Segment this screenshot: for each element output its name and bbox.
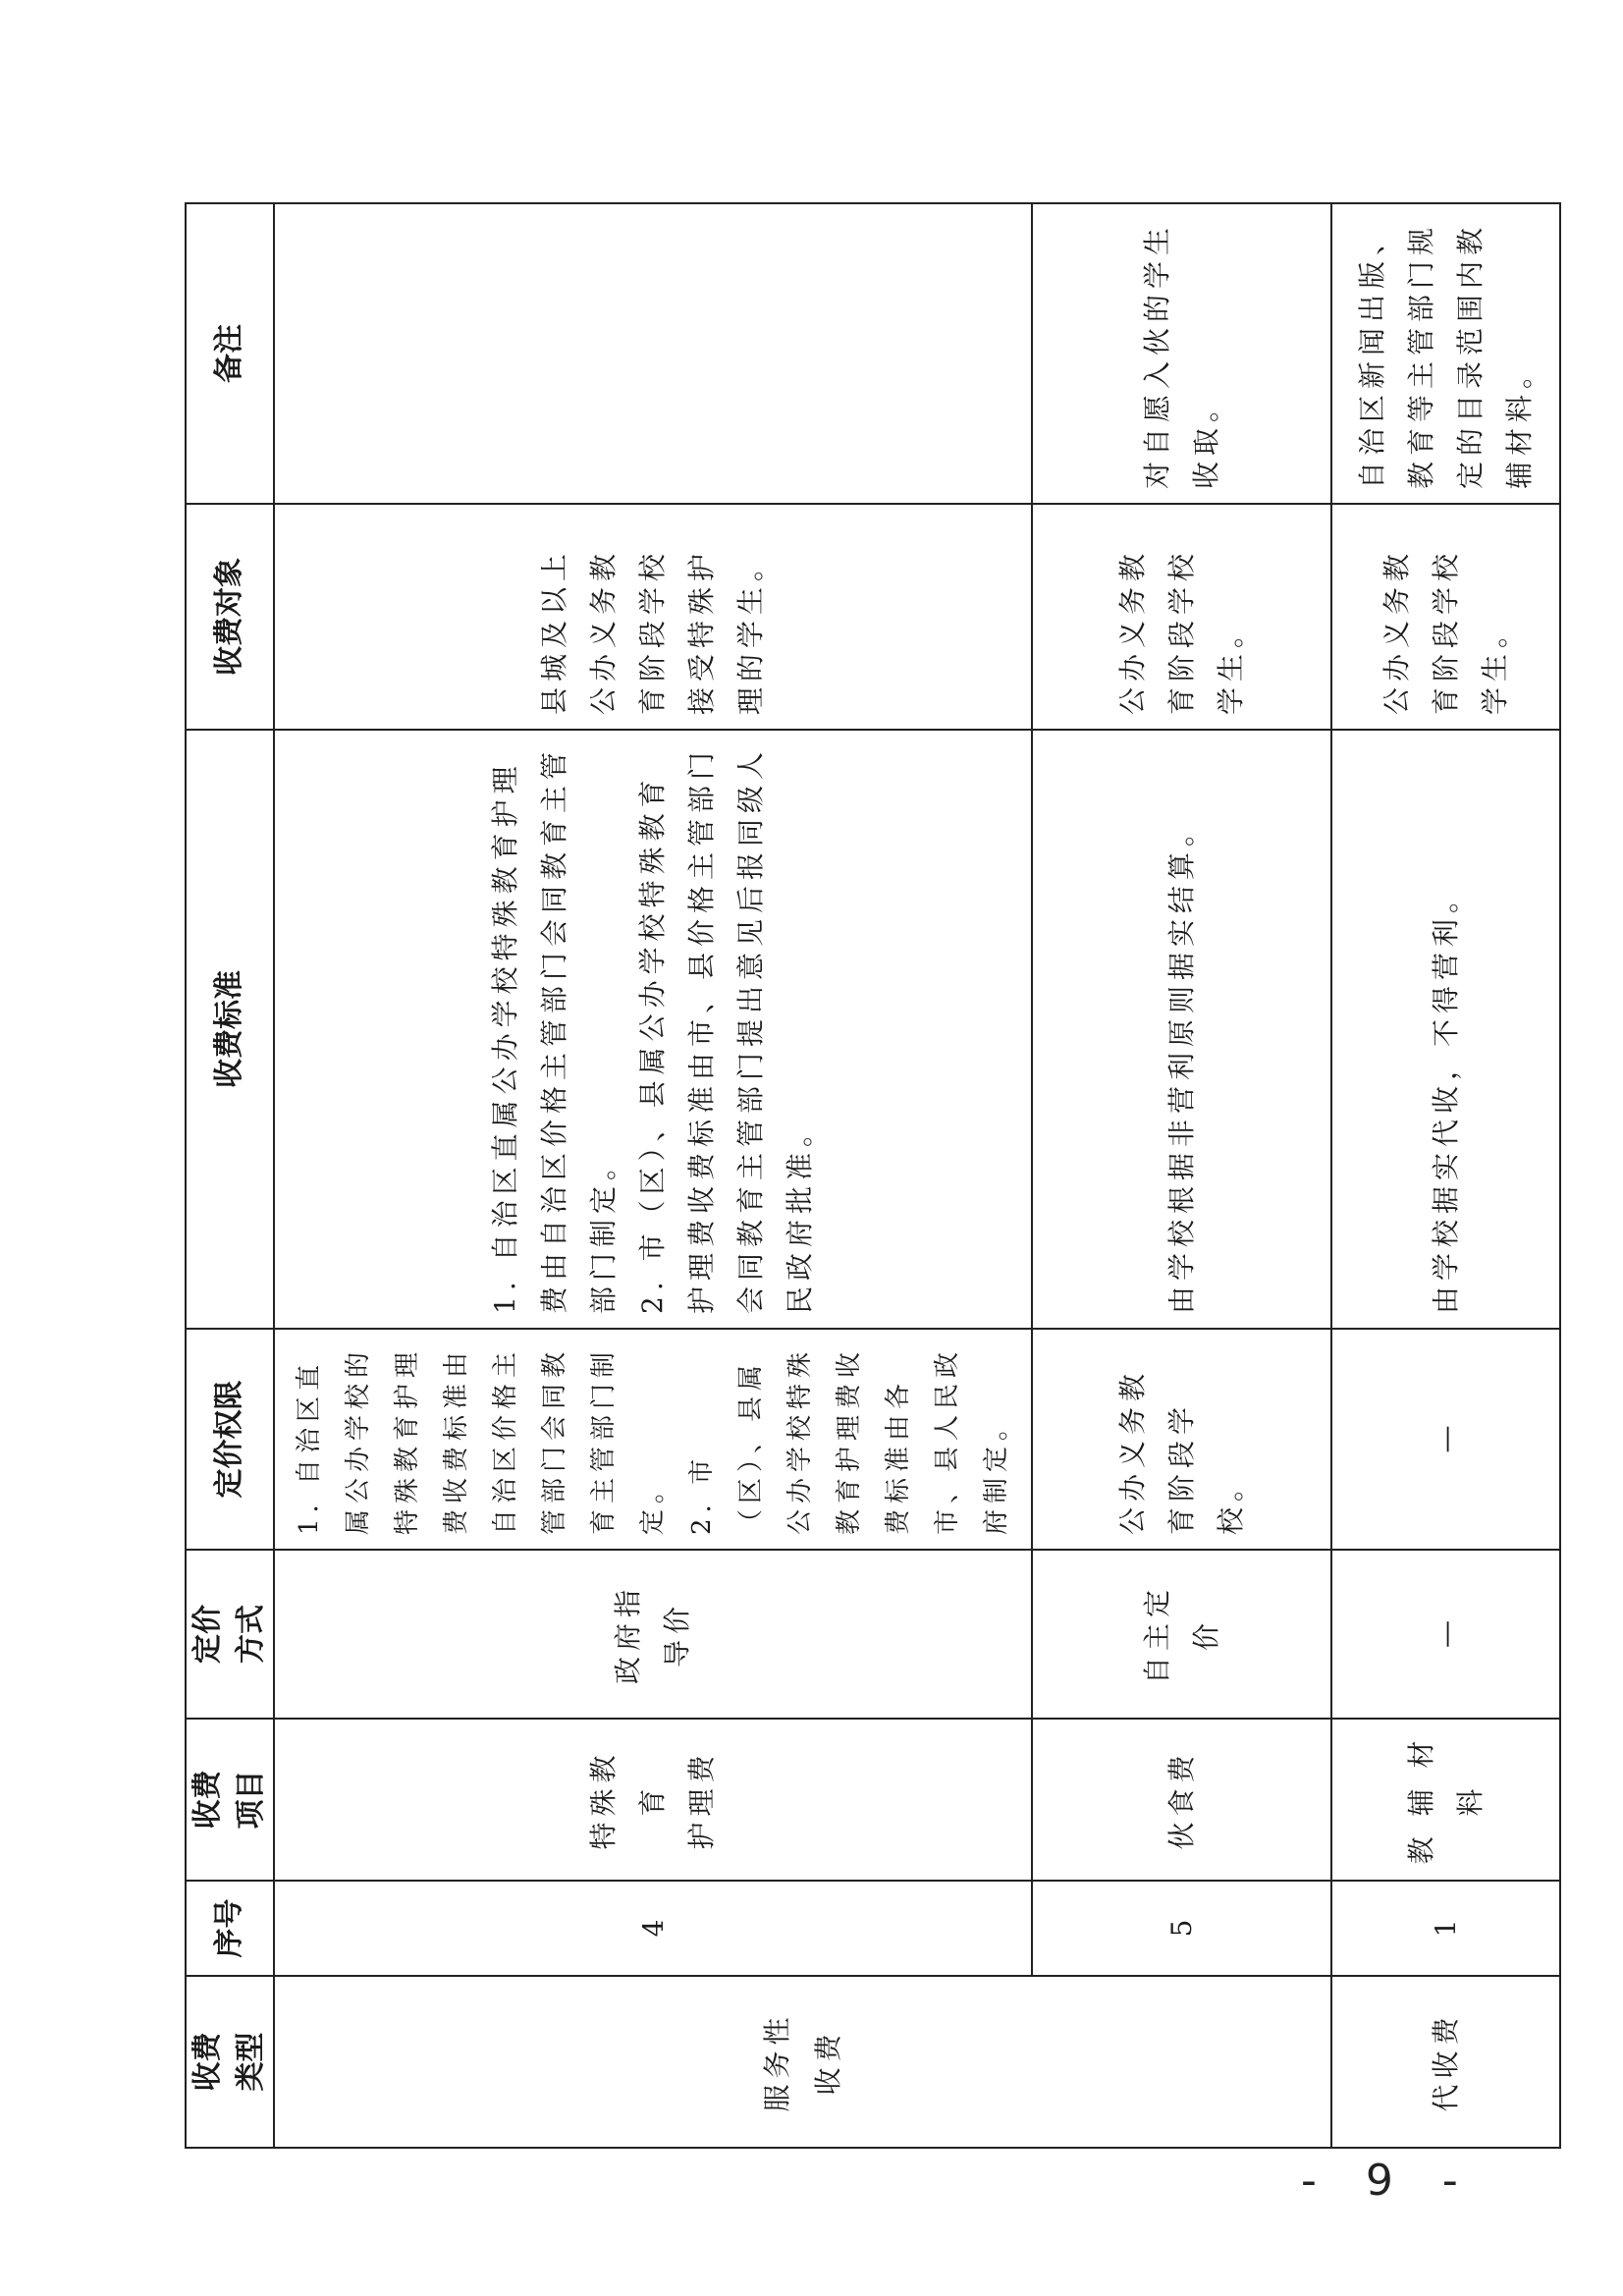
row-method-text: 自主定 价: [1140, 1584, 1222, 1685]
row-seq: 1: [1331, 1881, 1560, 1976]
header-authority: 定价权限: [186, 1329, 274, 1550]
row-item-text: 伙食费: [1164, 1749, 1198, 1850]
row-standard-text: 1. 自治区直属公办学校特殊教育护理费由自治区价格主管部门会同教育主管部门制定。 2. 市（区）、县属公办学校特殊教育护理费收费标准由市、县价格主管部门会同教育主管部门提出意见后报同级人民政府批准。: [489, 745, 816, 1314]
row-method: [274, 1550, 1032, 1719]
row-target: [1032, 504, 1331, 730]
row-remark: [1331, 203, 1560, 504]
header-item: 收费 项目: [186, 1719, 274, 1881]
table-row: [274, 203, 1032, 2148]
fee-table: [185, 202, 1561, 2149]
header-seq: 序号: [186, 1881, 274, 1976]
row-item-text: 教 辅 材 料: [1404, 1734, 1487, 1865]
row-authority: —: [1331, 1329, 1560, 1550]
row-standard-text: 由学校据实代收，不得营利。: [1429, 879, 1462, 1314]
row-standard: [1331, 730, 1560, 1329]
header-target: 收费对象: [186, 504, 274, 730]
header-type: 收费 类型: [186, 1976, 274, 2148]
header-method: 定价 方式: [186, 1550, 274, 1719]
table-row: [1331, 203, 1560, 2148]
row-authority: [1032, 1329, 1331, 1550]
row-standard-text: 由学校根据非营利原则据实结算。: [1164, 812, 1198, 1314]
group-agency: 代收费: [1331, 1976, 1560, 2148]
table-row: [1032, 203, 1331, 2148]
rotated-fee-table-sheet: [185, 204, 1536, 2149]
row-standard: [274, 730, 1032, 1329]
row-item: [274, 1719, 1032, 1881]
row-target-text: 县城及以上公办义务教育阶段学校接受特殊护理的学生。: [538, 547, 767, 715]
row-method: [1032, 1550, 1331, 1719]
row-authority-text: 公办义务教育阶段学校。: [1115, 1367, 1247, 1535]
row-authority-text: 1. 自治区直属公办学校的特殊教育护理费收费标准由自治区价格主管部门会同教育主管部门制定。 2. 市（区）、县属公办学校特殊教育护理费收费标准由各市、县人民政府制定。: [295, 1345, 1011, 1535]
header-standard: 收费标准: [186, 730, 274, 1329]
row-item: [1331, 1719, 1560, 1881]
row-target-text: 公办义务教育阶段学校学生。: [1380, 547, 1511, 715]
row-authority: [274, 1329, 1032, 1550]
header-row: [186, 203, 274, 2148]
row-standard: [1032, 730, 1331, 1329]
row-seq: 4: [274, 1881, 1032, 1976]
row-remark-text: 对自愿入伙的学生收取。: [1140, 221, 1222, 489]
group-service: 服务性 收费: [274, 1976, 1331, 2148]
row-remark: [274, 203, 1032, 504]
page-number: - 9 -: [1301, 2156, 1476, 2206]
row-remark-text: [643, 204, 663, 503]
row-seq: 5: [1032, 1881, 1331, 1976]
row-target: [274, 504, 1032, 730]
row-target-text: 公办义务教育阶段学校学生。: [1115, 547, 1247, 715]
row-remark: [1032, 203, 1331, 504]
row-remark-text: 自治区新闻出版、教育等主管部门规定的目录范围内教辅材料。: [1355, 221, 1536, 489]
header-remark: 备注: [186, 203, 274, 504]
row-method: —: [1331, 1550, 1560, 1719]
row-item-text: 特殊教育 护理费: [587, 1749, 718, 1850]
row-method-text: 政府指 导价: [612, 1584, 693, 1685]
row-item: [1032, 1719, 1331, 1881]
row-target: [1331, 504, 1560, 730]
